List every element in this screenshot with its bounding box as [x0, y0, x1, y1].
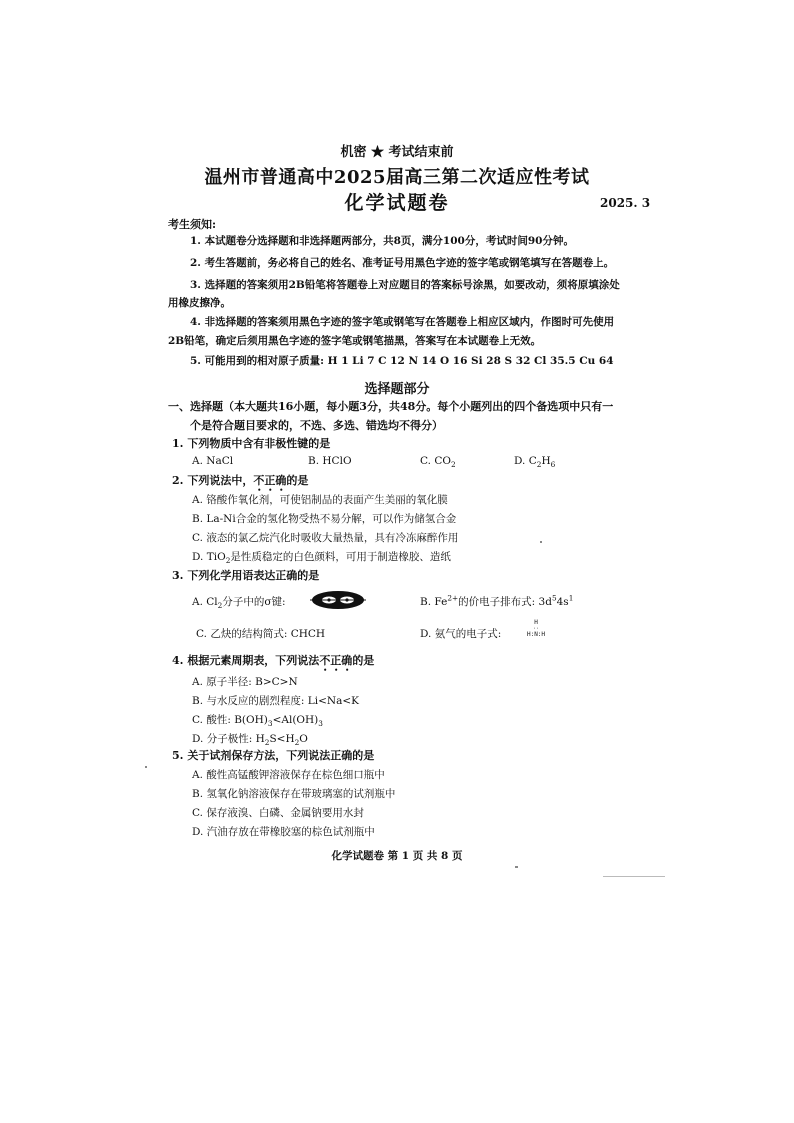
paper-subtitle: 化学试题卷 [344, 192, 450, 214]
notice-item-3b: 用橡皮擦净。 [168, 297, 231, 309]
question-3-option-c: C. 乙炔的结构简式: CHCH [196, 628, 326, 640]
question-3-stem: 3. 下列化学用语表达正确的是 [172, 569, 320, 582]
exam-title: 温州市普通高中2025届高三第二次适应性考试 [204, 167, 590, 188]
question-1-option-d: D. $C_2H_6$ [514, 455, 556, 470]
notice-item-3a: 3. 选择题的答案须用2B铅笔将答题卷上对应题目的答案标号涂黑，如要改动，须将原填涂处 [190, 279, 620, 291]
scan-speck [515, 866, 518, 868]
page-footer: 化学试题卷 第 1 页 共 8 页 [331, 850, 463, 862]
scan-speck [540, 541, 542, 543]
question-3-option-b: B. $Fe^{2+}$的价电子排布式: $3d^54s^1$ [420, 593, 574, 608]
question-3-option-a: A. $Cl_2$分子中的σ键: [192, 596, 286, 611]
question-1-option-a: A. NaCl [192, 455, 234, 467]
question-3-option-d: D. 氨气的电子式: [420, 628, 502, 640]
notice-item-1: 1. 本试题卷分选择题和非选择题两部分，共8页，满分100分，考试时间90分钟。 [190, 235, 574, 247]
question-1-option-b: B. HClO [308, 455, 352, 467]
question-2-option-c: C. 液态的氯乙烷汽化时吸收大量热量，具有冷冻麻醉作用 [192, 532, 459, 544]
question-2-option-a: A. 铬酸作氧化剂，可使铝制品的表面产生美丽的氧化膜 [192, 494, 448, 506]
scan-speck [603, 876, 665, 877]
question-4-option-d: D. 分子极性: $H_2S<H_2O$ [192, 733, 308, 748]
notice-heading: 考生须知: [168, 218, 217, 231]
question-1-stem: 1. 下列物质中含有非极性键的是 [172, 437, 331, 450]
question-2-option-d: D. TiO$_2$是性质稳定的白色颜料，可用于制造橡胶、造纸 [192, 551, 451, 566]
question-5-stem: 5. 关于试剂保存方法，下列说法正确的是 [172, 749, 375, 762]
question-5-option-b: B. 氢氧化钠溶液保存在带玻璃塞的试剂瓶中 [192, 788, 396, 800]
sigma-bond-orbital-diagram [308, 588, 368, 612]
question-5-option-d: D. 汽油存放在带橡胶塞的棕色试剂瓶中 [192, 826, 375, 838]
question-4-option-a: A. 原子半径: B>C>N [192, 676, 298, 688]
question-4-stem: 4. 根据元素周期表，下列说法不正确的是 [172, 654, 375, 667]
exam-date: 2025. 3 [600, 196, 651, 210]
question-2-option-b: B. La-Ni合金的氢化物受热不易分解，可以作为储氢合金 [192, 513, 457, 525]
question-5-option-a: A. 酸性高锰酸钾溶液保存在棕色细口瓶中 [192, 769, 385, 781]
question-4-option-c: C. 酸性: $B(OH)_3<Al(OH)_3$ [192, 714, 323, 729]
scan-speck [145, 766, 147, 768]
question-5-option-c: C. 保存液溴、白磷、金属钠要用水封 [192, 807, 364, 819]
section-title: 选择题部分 [364, 382, 430, 397]
ammonia-electron-formula: H ·· H:N:H [526, 619, 546, 638]
question-2-stem: 2. 下列说法中，不正确的是 [172, 474, 309, 487]
notice-item-4a: 4. 非选择题的答案须用黑色字迹的签字笔或钢笔写在答题卷上相应区域内，作图时可先使用 [190, 316, 615, 328]
notice-item-2: 2. 考生答题前，务必将自己的姓名、准考证号用黑色字迹的签字笔或钢笔填写在答题卷上。 [190, 257, 615, 269]
question-1-option-c: C. $CO_2$ [420, 455, 456, 470]
section-instruction-1: 一、选择题（本大题共16小题，每小题3分，共48分。每个小题列出的四个备选项中只有一 [168, 400, 614, 413]
notice-item-5: 5. 可能用到的相对原子质量: H 1 Li 7 C 12 N 14 O 16 Si 28 S 32 Cl 35.5 Cu 64 [190, 355, 614, 367]
confidential-label: 机密 ★ 考试结束前 [340, 145, 454, 160]
notice-item-4b: 2B铅笔，确定后须用黑色字迹的签字笔或钢笔描黑，答案写在本试题卷上无效。 [168, 335, 542, 347]
section-instruction-2: 个是符合题目要求的，不选、多选、错选均不得分） [190, 419, 443, 432]
question-4-option-b: B. 与水反应的剧烈程度: Li<Na<K [192, 695, 359, 707]
